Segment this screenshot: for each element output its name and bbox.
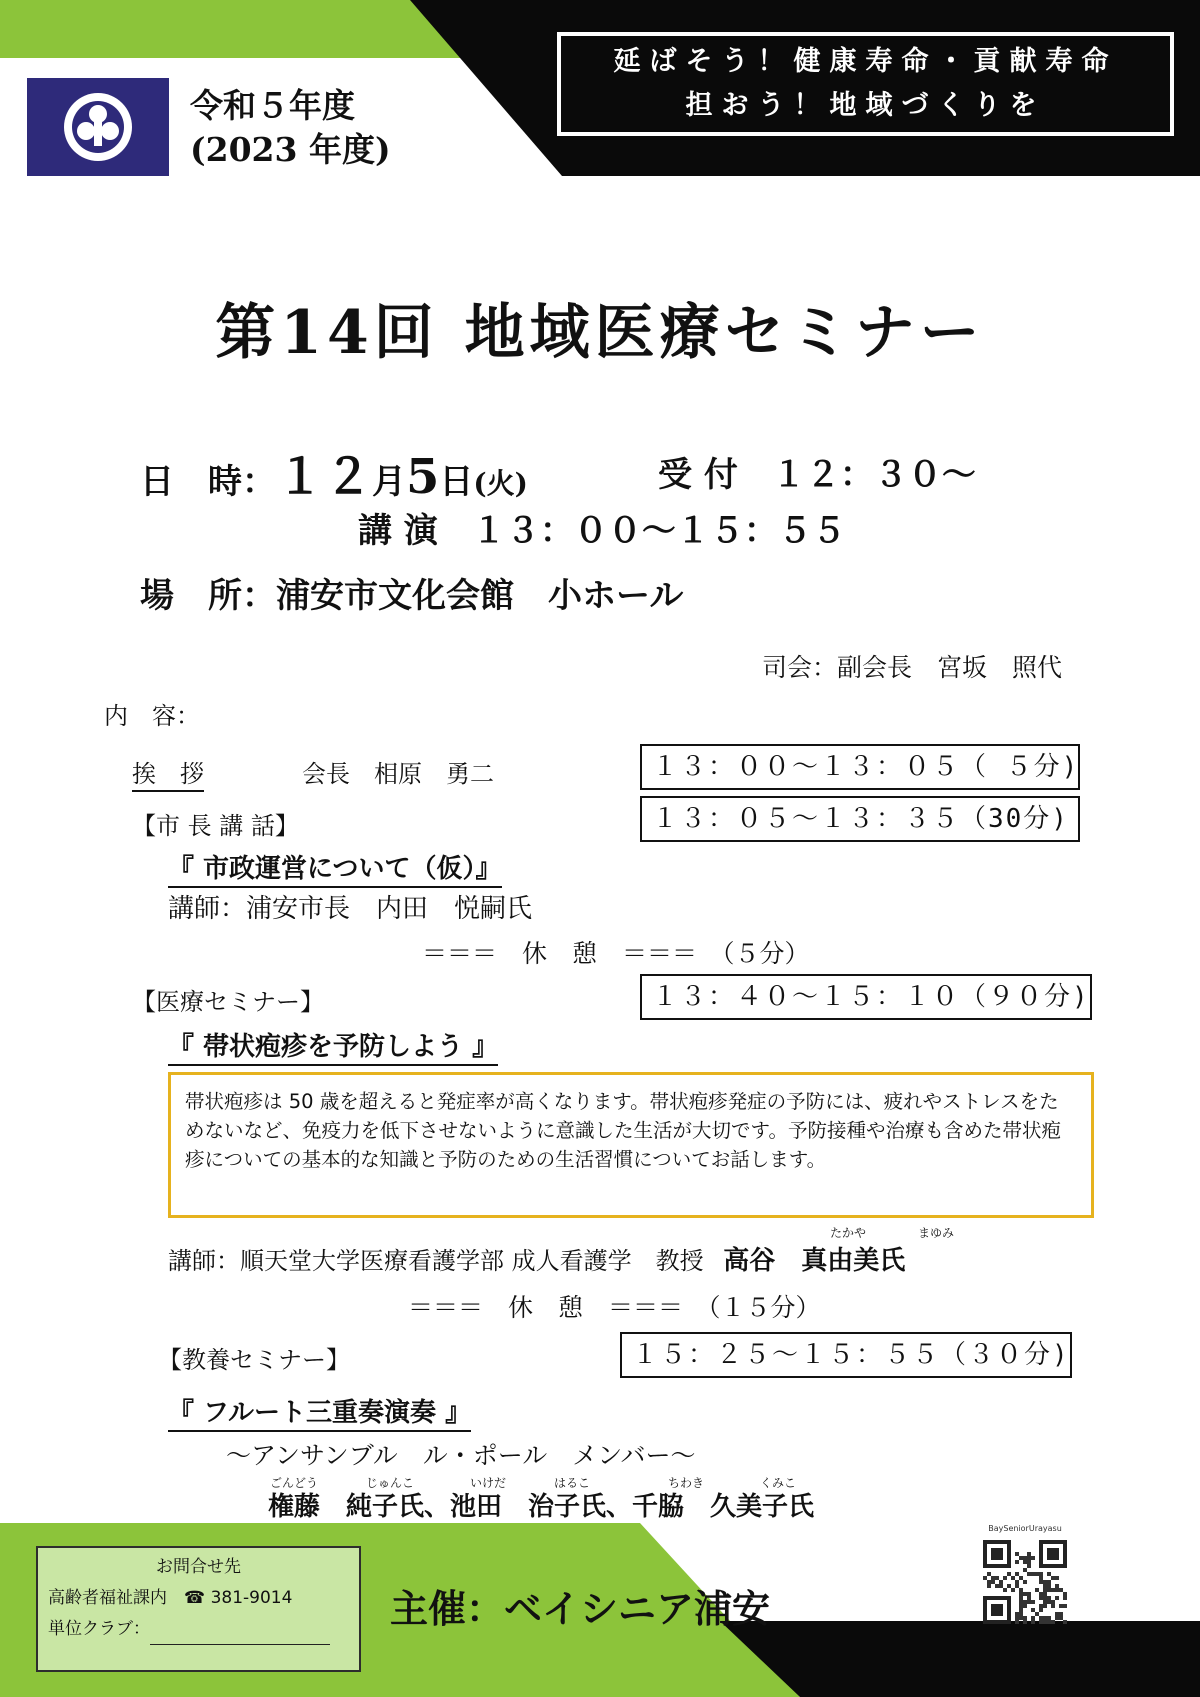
greeting-label <box>132 754 204 789</box>
medical-speaker <box>168 1240 905 1277</box>
emblem-icon <box>27 78 169 176</box>
contact-club-label: 単位クラブ： <box>48 1619 150 1639</box>
page-title: 第14回 地域医療セミナー <box>215 298 985 368</box>
qr-caption: BaySeniorUrayasu <box>988 1524 1062 1533</box>
lecture-time: 講 演 １３：００～１５：５５ <box>358 511 846 551</box>
contents-label: 内 容： <box>104 702 200 730</box>
greeting-speaker: 会長 相原 勇二 <box>302 760 494 788</box>
datetime-day: 5 <box>406 449 440 505</box>
medical-speaker-name: 高谷 真由美氏 <box>723 1246 906 1276</box>
ruby-takaya: たかや <box>830 1226 867 1240</box>
fiscal-year-japanese: 令和５年度 <box>190 86 355 125</box>
culture-topic <box>168 1392 471 1429</box>
ruby-kumiko: くみこ <box>760 1476 797 1490</box>
ruby-mayumi: まゆみ <box>918 1226 955 1240</box>
mayor-section-label: 【市 長 講 話】 <box>132 812 299 840</box>
medical-section-label: 【医療セミナー】 <box>132 988 324 1016</box>
qr-code-icon <box>975 1532 1075 1632</box>
slogan-box <box>557 32 1174 136</box>
datetime-month: １２ <box>276 449 373 505</box>
fiscal-year <box>190 84 391 172</box>
ruby-haruko: はるこ <box>554 1476 591 1490</box>
city-emblem-logo <box>27 78 169 176</box>
mayor-time-box: １３：０５～１３：３５（30分) <box>640 796 1080 842</box>
reception-time: 受 付 １２：３０～ <box>658 455 976 495</box>
ruby-junko: じゅんこ <box>366 1476 415 1490</box>
venue-value: 浦安市文化会館 小ホール <box>276 576 684 616</box>
culture-time-box: １５：２５～１５：５５（３０分) <box>620 1332 1072 1378</box>
datetime-month-unit: 月 <box>372 462 407 502</box>
ruby-gondou: ごんどう <box>270 1476 319 1490</box>
ruby-ikeda: いけだ <box>470 1476 507 1490</box>
greeting-time-box: １３：００～１３：０５（ ５分) <box>640 744 1080 790</box>
datetime-label: 日 時： <box>140 462 276 502</box>
datetime-day-unit: 日 <box>439 462 474 502</box>
contact-dept: 高齢者福祉課内 ☎ 381-9014 <box>48 1588 293 1608</box>
mayor-speaker: 講師：浦安市長 内田 悦嗣氏 <box>168 894 533 924</box>
break-1: ＝＝＝ 休 憩 ＝＝＝ （５分） <box>422 939 810 968</box>
fiscal-year-western: (2023 年度) <box>190 130 391 169</box>
venue-row <box>140 568 683 617</box>
datetime-weekday: (火) <box>473 467 528 500</box>
contact-club-blank <box>150 1624 330 1645</box>
slogan-line-1: 延ばそう！健康寿命・貢献寿命 <box>613 46 1118 77</box>
greeting-label-text: 挨 拶 <box>132 760 204 792</box>
sponsor: 主催：ベイシニア浦安 <box>390 1586 771 1631</box>
culture-section-label: 【教養セミナー】 <box>158 1346 350 1374</box>
break-2: ＝＝＝ 休 憩 ＝＝＝ （１５分） <box>408 1293 821 1322</box>
mayor-topic <box>168 848 502 885</box>
contact-box <box>36 1546 361 1672</box>
contact-title: お問合せ先 <box>156 1557 241 1577</box>
contact-club <box>48 1614 349 1645</box>
mc-text: 司会：副会長 宮坂 照代 <box>762 653 1063 682</box>
culture-members: 権藤 純子氏、池田 治子氏、千脇 久美子氏 <box>268 1492 815 1522</box>
culture-topic-text: 『 フルート三重奏演奏 』 <box>168 1398 471 1432</box>
medical-topic <box>168 1026 498 1063</box>
medical-speaker-prefix: 講師：順天堂大学医療看護学部 成人看護学 教授 <box>168 1247 704 1275</box>
medical-topic-text: 『 帯状疱疹を予防しよう 』 <box>168 1032 498 1066</box>
culture-group: ～アンサンブル ル・ポール メンバー～ <box>226 1441 696 1470</box>
datetime-row <box>140 438 528 507</box>
medical-time-box: １３：４０～１５：１０（９０分) <box>640 974 1092 1020</box>
slogan-line-2: 担おう！地域づくりを <box>685 90 1046 121</box>
mayor-topic-text: 『 市政運営について（仮）』 <box>168 854 502 888</box>
venue-label: 場 所： <box>140 576 276 616</box>
medical-description: 帯状疱疹は 50 歳を超えると発症率が高くなります。帯状疱疹発症の予防には、疲れやストレスをためないなど、免疫力を低下させないように意識した生活が大切です。予防接種や治療も含めた帯状疱疹についての基本的な知識と予防のための生活習慣についてお話します。 <box>185 1090 1061 1171</box>
ruby-chiwaki: ちわき <box>668 1476 705 1490</box>
qr-code[interactable] <box>975 1524 1075 1632</box>
medical-description-box <box>168 1072 1094 1218</box>
